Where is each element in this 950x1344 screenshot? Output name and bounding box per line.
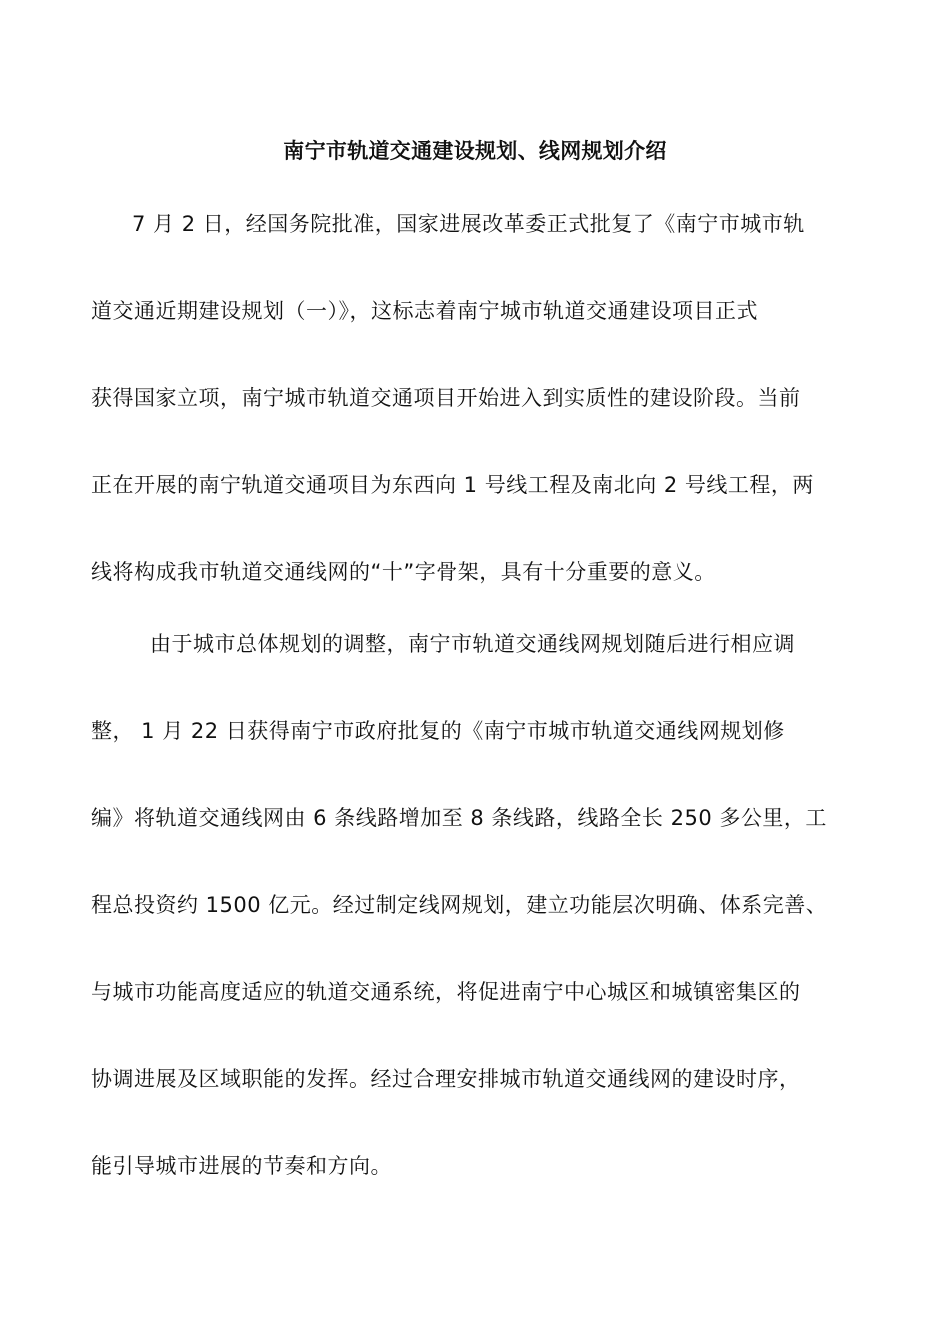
paragraph-1-line-2: 道交通近期建设规划（一）》，这标志着南宁城市轨道交通建设项目正式	[91, 299, 758, 323]
paragraph-2-line-4: 程总投资约 1500 亿元。经过制定线网规划，建立功能层次明确、体系完善、	[91, 893, 828, 917]
paragraph-1-line-4: 正在开展的南宁轨道交通项目为东西向 1 号线工程及南北向 2 号线工程，两	[91, 473, 814, 497]
paragraph-2-line-5: 与城市功能高度适应的轨道交通系统，将促进南宁中心城区和城镇密集区的	[91, 980, 801, 1004]
document-title: 南宁市轨道交通建设规划、线网规划介绍	[283, 139, 667, 163]
paragraph-2-line-3: 编》将轨道交通线网由 6 条线路增加至 8 条线路，线路全长 250 多公里，工	[91, 806, 827, 830]
paragraph-1-line-3: 获得国家立项，南宁城市轨道交通项目开始进入到实质性的建设阶段。当前	[91, 386, 801, 410]
paragraph-2-line-1: 由于城市总体规划的调整，南宁市轨道交通线网规划随后进行相应调	[150, 632, 795, 656]
paragraph-1-line-5: 线将构成我市轨道交通线网的“十”字骨架，具有十分重要的意义。	[91, 560, 716, 584]
paragraph-2-line-6: 协调进展及区域职能的发挥。经过合理安排城市轨道交通线网的建设时序，	[91, 1067, 801, 1091]
paragraph-2-line-7: 能引导城市进展的节奏和方向。	[91, 1154, 392, 1178]
paragraph-1-line-1: 7 月 2 日，经国务院批准，国家进展改革委正式批复了《南宁市城市轨	[132, 212, 805, 236]
paragraph-2-line-2: 整， 1 月 22 日获得南宁市政府批复的《南宁市城市轨道交通线网规划修	[91, 719, 785, 743]
